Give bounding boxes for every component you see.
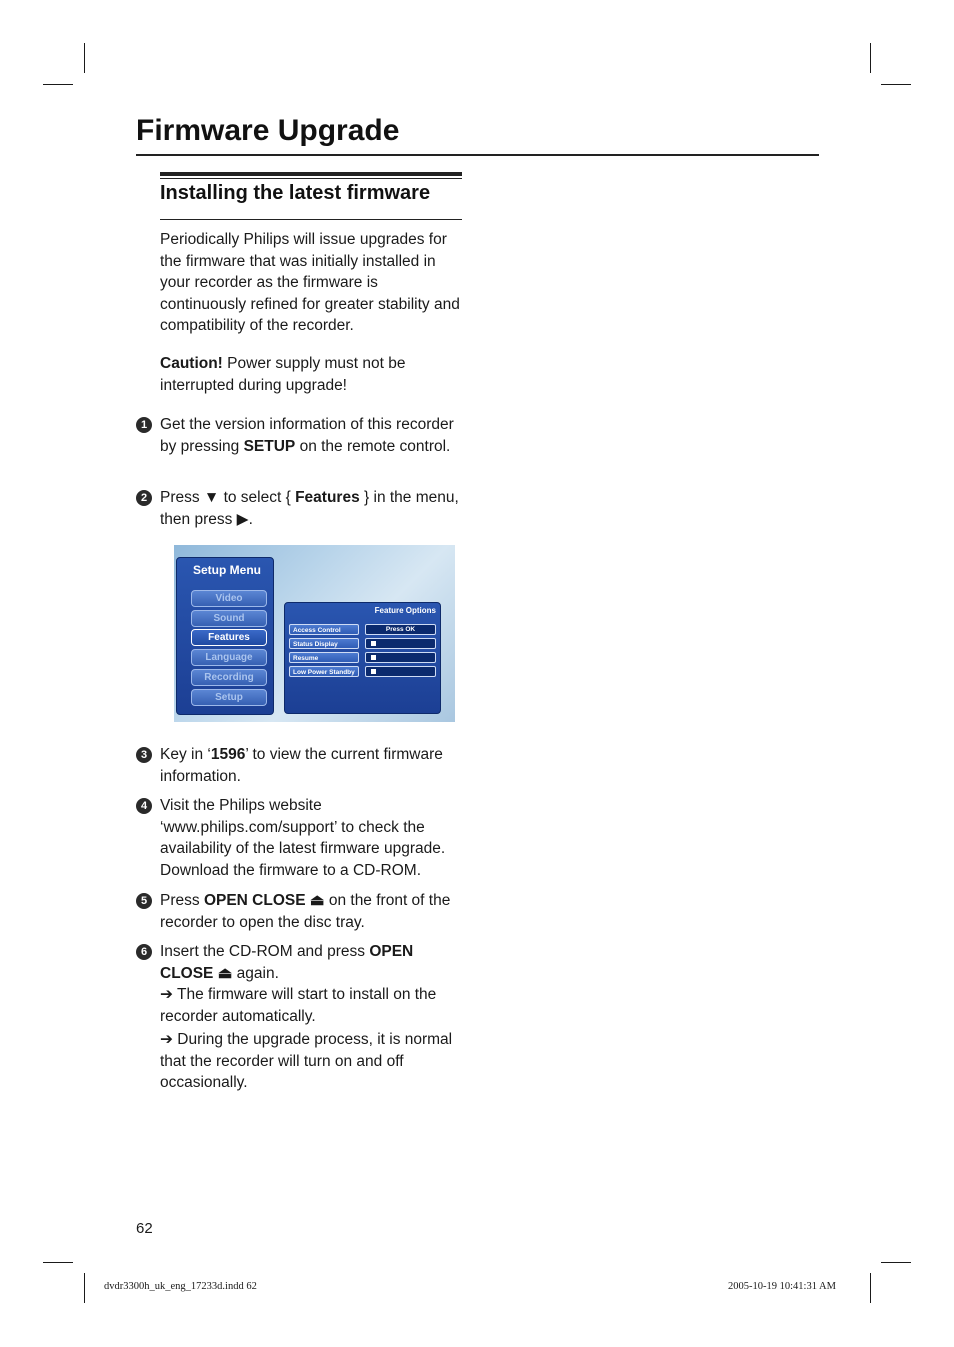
crop-mark xyxy=(881,1262,911,1263)
step-number: 1 xyxy=(136,417,152,433)
step-3 xyxy=(136,744,466,787)
menu-item-recording[interactable]: Recording xyxy=(191,669,267,686)
step-1 xyxy=(136,414,466,457)
step-number: 4 xyxy=(136,798,152,814)
crop-mark xyxy=(84,1273,85,1303)
option-low-power-standby[interactable]: Low Power Standby xyxy=(289,666,359,677)
step-key: OPEN CLOSE ⏏ xyxy=(160,943,414,982)
step-number: 5 xyxy=(136,893,152,909)
step-text xyxy=(160,941,466,1094)
step-text: Visit the Philips website ‘www.philips.com/support’ to check the availability of the latest firmware upgrade. Download the firmware to a CD-ROM. xyxy=(160,797,446,879)
step-number: 2 xyxy=(136,490,152,506)
title-rule xyxy=(136,154,819,156)
crop-mark xyxy=(870,1273,871,1303)
checkbox-icon xyxy=(371,641,376,646)
option-access-control[interactable]: Access Control xyxy=(289,624,359,635)
step-text xyxy=(160,890,466,933)
step-5 xyxy=(136,890,466,933)
crop-mark xyxy=(43,1262,73,1263)
step-text-post: on the remote control. xyxy=(295,437,451,455)
step-text-post: again. xyxy=(232,964,279,982)
step-text-post: } in the menu, then press ▶. xyxy=(160,489,459,528)
setup-menu-screenshot xyxy=(174,545,455,722)
step-2 xyxy=(136,487,466,530)
step-text-pre: Press ▼ to select { xyxy=(160,489,296,506)
step-text-pre: Insert the CD-ROM and press xyxy=(160,943,370,960)
step-6 xyxy=(136,941,466,1094)
step-note: ➔ During the upgrade process, it is normal that the recorder will turn on and off occasionally. xyxy=(160,1031,453,1091)
step-key: SETUP xyxy=(243,437,296,455)
menu-item-setup[interactable]: Setup xyxy=(191,689,267,706)
step-key: 1596 xyxy=(210,746,246,763)
step-number: 6 xyxy=(136,944,152,960)
step-text xyxy=(160,414,466,457)
menu-item-language[interactable]: Language xyxy=(191,649,267,666)
step-key: Features xyxy=(295,489,360,506)
feature-options-title: Feature Options xyxy=(374,606,436,615)
footer-file-info: dvdr3300h_uk_eng_17233d.indd 62 xyxy=(104,1281,257,1292)
step-4 xyxy=(136,795,466,881)
step-text xyxy=(160,487,466,530)
setup-menu-title: Setup Menu xyxy=(193,563,261,577)
crop-mark xyxy=(881,84,911,85)
page-number: 62 xyxy=(136,1220,153,1237)
option-resume[interactable]: Resume xyxy=(289,652,359,663)
section-rule xyxy=(160,219,462,220)
caution-paragraph xyxy=(160,353,465,396)
step-text-post: ’ to view the current firmware information. xyxy=(160,746,443,785)
step-text-pre: Get the version information of this recorder by pressing xyxy=(160,416,454,455)
option-checkbox[interactable] xyxy=(365,638,436,649)
option-checkbox[interactable] xyxy=(365,666,436,677)
menu-item-sound[interactable]: Sound xyxy=(191,610,267,627)
page-title: Firmware Upgrade xyxy=(136,114,400,147)
option-status-display[interactable]: Status Display xyxy=(289,638,359,649)
step-text xyxy=(160,744,466,787)
section-rule xyxy=(160,172,462,176)
checkbox-icon xyxy=(371,655,376,660)
step-number: 3 xyxy=(136,747,152,763)
step-text-pre: Press xyxy=(160,892,204,909)
section-title: Installing the latest firmware xyxy=(160,182,431,204)
footer-timestamp: 2005-10-19 10:41:31 AM xyxy=(728,1281,836,1292)
step-text-pre: Key in ‘ xyxy=(160,746,211,763)
option-value-press-ok[interactable]: Press OK xyxy=(365,624,436,635)
caution-label: Caution! xyxy=(160,355,223,372)
intro-paragraph: Periodically Philips will issue upgrades for the firmware that was initially installed in your recorder as the firmware is continuously refined for greater stability and compatibility of the recorder. xyxy=(160,231,460,334)
step-note: ➔ The firmware will start to install on the recorder automatically. xyxy=(160,986,437,1025)
crop-mark xyxy=(43,84,73,85)
crop-mark xyxy=(84,43,85,73)
option-checkbox[interactable] xyxy=(365,652,436,663)
checkbox-icon xyxy=(371,669,376,674)
menu-item-features[interactable]: Features xyxy=(191,629,267,646)
section-rule xyxy=(160,178,462,179)
feature-options-panel xyxy=(284,602,441,714)
step-key: OPEN CLOSE ⏏ xyxy=(203,892,325,909)
caution-text: Power supply must not be interrupted during upgrade! xyxy=(160,355,406,394)
crop-mark xyxy=(870,43,871,73)
step-text-post: on the front of the recorder to open the disc tray. xyxy=(160,892,451,931)
setup-menu-panel xyxy=(176,557,274,715)
menu-item-video[interactable]: Video xyxy=(191,590,267,607)
